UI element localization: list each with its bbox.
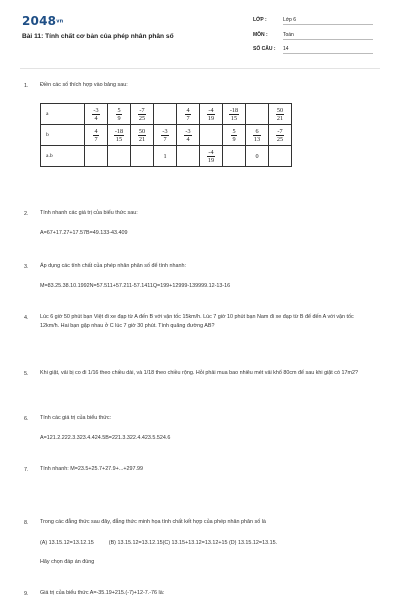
fraction [253,128,261,143]
numerator: 4 [186,106,190,114]
question-text: Tính nhanh: M=23.5+25.7+27.9+...+297.99 [40,466,143,472]
table-cell [269,125,292,146]
question-text: Áp dụng các tính chất của phép nhân phân số để tính nhanh: [40,263,186,269]
table-row-b [41,125,292,146]
question-text: Khi giặt, vải bị co đi 1/16 theo chiều dài, và 1/18 theo chiều rộng. Hỏi phải mua bao nhiêu mét vải khổ 80cm để sau khi giặt có 17m2? [40,370,358,376]
question-text: Tính nhanh các giá trị của biểu thức sau: [40,210,138,216]
numerator: -3 [162,127,168,135]
numerator: 5 [232,127,236,135]
instruction-text: Hãy chọn đáp án đúng [40,559,95,565]
empty-cell[interactable] [108,146,131,167]
denominator: 19 [207,114,215,122]
fraction-table [40,103,292,167]
table-row-a [41,104,292,125]
fraction [276,107,284,122]
question-number: 8. [24,520,29,526]
class-value: Lớp 6 [283,17,373,25]
empty-cell[interactable] [154,104,177,125]
fraction [93,128,98,143]
fraction [231,128,236,143]
class-label: LỚP : [253,17,267,23]
denominator: 7 [94,135,98,143]
fraction [229,107,239,122]
question-number: 4. [24,315,29,321]
denominator: 7 [186,114,190,122]
table-cell [200,146,223,167]
table-cell [200,104,223,125]
expression: A=67+17.27+17.57B=49.133-43.409 [40,230,128,236]
subject-value: Toán [283,32,373,40]
empty-cell[interactable] [200,125,223,146]
numerator: 4 [94,127,98,135]
question-number: 9. [24,591,29,597]
numerator: -18 [229,106,239,114]
table-cell [177,104,200,125]
count-value: 14 [283,46,373,54]
header-divider [20,68,380,69]
numerator: 50 [276,106,284,114]
table-cell [85,125,108,146]
empty-cell[interactable] [269,146,292,167]
denominator: 4 [94,114,98,122]
question-text: Tính các giá trị của biểu thức: [40,415,112,421]
count-label: SỐ CÂU : [253,46,276,52]
fraction [161,128,168,143]
fraction [138,128,146,143]
question-number: 1. [24,83,29,89]
denominator: 25 [138,114,146,122]
count-meta [253,46,373,54]
question-text: Điền các số thích hợp vào bảng sau: [40,82,128,88]
row-label-a: a [41,104,85,125]
question-number: 5. [24,371,29,377]
row-label-ab: a.b [41,146,85,167]
worksheet-header [0,0,400,64]
numerator: -3 [93,106,99,114]
table-cell [131,125,154,146]
denominator: 25 [276,135,284,143]
numerator: 50 [138,127,146,135]
denominator: 4 [186,135,190,143]
logo-suffix: vn [56,18,64,25]
table-cell [131,104,154,125]
numerator: -4 [208,106,214,114]
question-text: Lúc 6 giờ 50 phút bạn Việt đi xe đạp từ A đến B với vận tốc 15km/h. Lúc 7 giờ 10 phút bạn Nam đi xe đạp từ B để đến A với vận tốc 12km/h. Hai bạn gặp nhau ở C lúc 7 giờ 30 phút. Tính quãng đường AB? [40,314,354,329]
fraction [185,107,190,122]
table-cell [223,125,246,146]
empty-cell[interactable] [223,146,246,167]
table-cell [154,125,177,146]
answer-options[interactable]: (A) 13.15.12=13.12.15 (B) 13.15.12=13.12.15(C) 13.15+13.12=13.12+15 (D) 13.15.12=13.15. [40,540,278,546]
subject-label: MÔN : [253,32,268,38]
numerator: 5 [117,106,121,114]
question-number: 2. [24,211,29,217]
fraction [184,128,191,143]
denominator: 19 [207,156,215,164]
empty-cell[interactable] [177,146,200,167]
denominator: 7 [163,135,167,143]
table-cell [108,104,131,125]
table-cell [246,125,269,146]
fraction [92,107,99,122]
denominator: 21 [276,114,284,122]
denominator: 9 [232,135,236,143]
question-text: Trong các đẳng thức sau đây, đẳng thức minh họa tính chất kết hợp của phép nhân phân số là [40,519,266,525]
fraction [138,107,146,122]
numerator: -7 [277,127,283,135]
table-cell [246,146,269,167]
question-number: 7. [24,467,29,473]
denominator: 9 [117,114,121,122]
empty-cell[interactable] [131,146,154,167]
empty-cell[interactable] [246,104,269,125]
row-label-b: b [41,125,85,146]
denominator: 15 [115,135,123,143]
fraction [116,107,121,122]
fraction [114,128,124,143]
numerator: -7 [139,106,145,114]
empty-cell[interactable] [85,146,108,167]
question-number: 6. [24,416,29,422]
numerator: 6 [253,128,261,136]
table-cell [85,104,108,125]
table-cell [154,146,177,167]
site-logo[interactable] [22,14,63,28]
logo-text: 2048 [22,14,57,28]
cell-value: 1 [163,152,167,160]
question-text: Giá trị của biểu thức A=-35.19+215.(-7)+12-7.-76 là: [40,590,165,596]
class-meta [253,17,373,25]
table-cell [269,104,292,125]
lesson-title: Bài 11: Tính chất cơ bản của phép nhân phân số [22,33,174,40]
fraction [207,107,215,122]
denominator: 15 [230,114,238,122]
numerator: -4 [208,148,214,156]
subject-meta [253,32,373,40]
numerator: -18 [114,127,124,135]
fraction [276,128,284,143]
numerator: -3 [185,127,191,135]
expression: M=83.25.38.10.1992N=57.511+57.211-57.1411Q=199+12999-139999.12-13-16 [40,283,231,289]
expression: A=121.2.222.3.323.4.424.5B=221.3.322.4.423.5.524.6 [40,435,171,441]
cell-value: 0 [255,152,259,160]
question-number: 3. [24,264,29,270]
fraction [207,149,215,164]
table-cell [177,125,200,146]
denominator: 21 [138,135,146,143]
table-cell [108,125,131,146]
table-cell [223,104,246,125]
denominator: 13 [253,135,261,143]
table-row-ab [41,146,292,167]
